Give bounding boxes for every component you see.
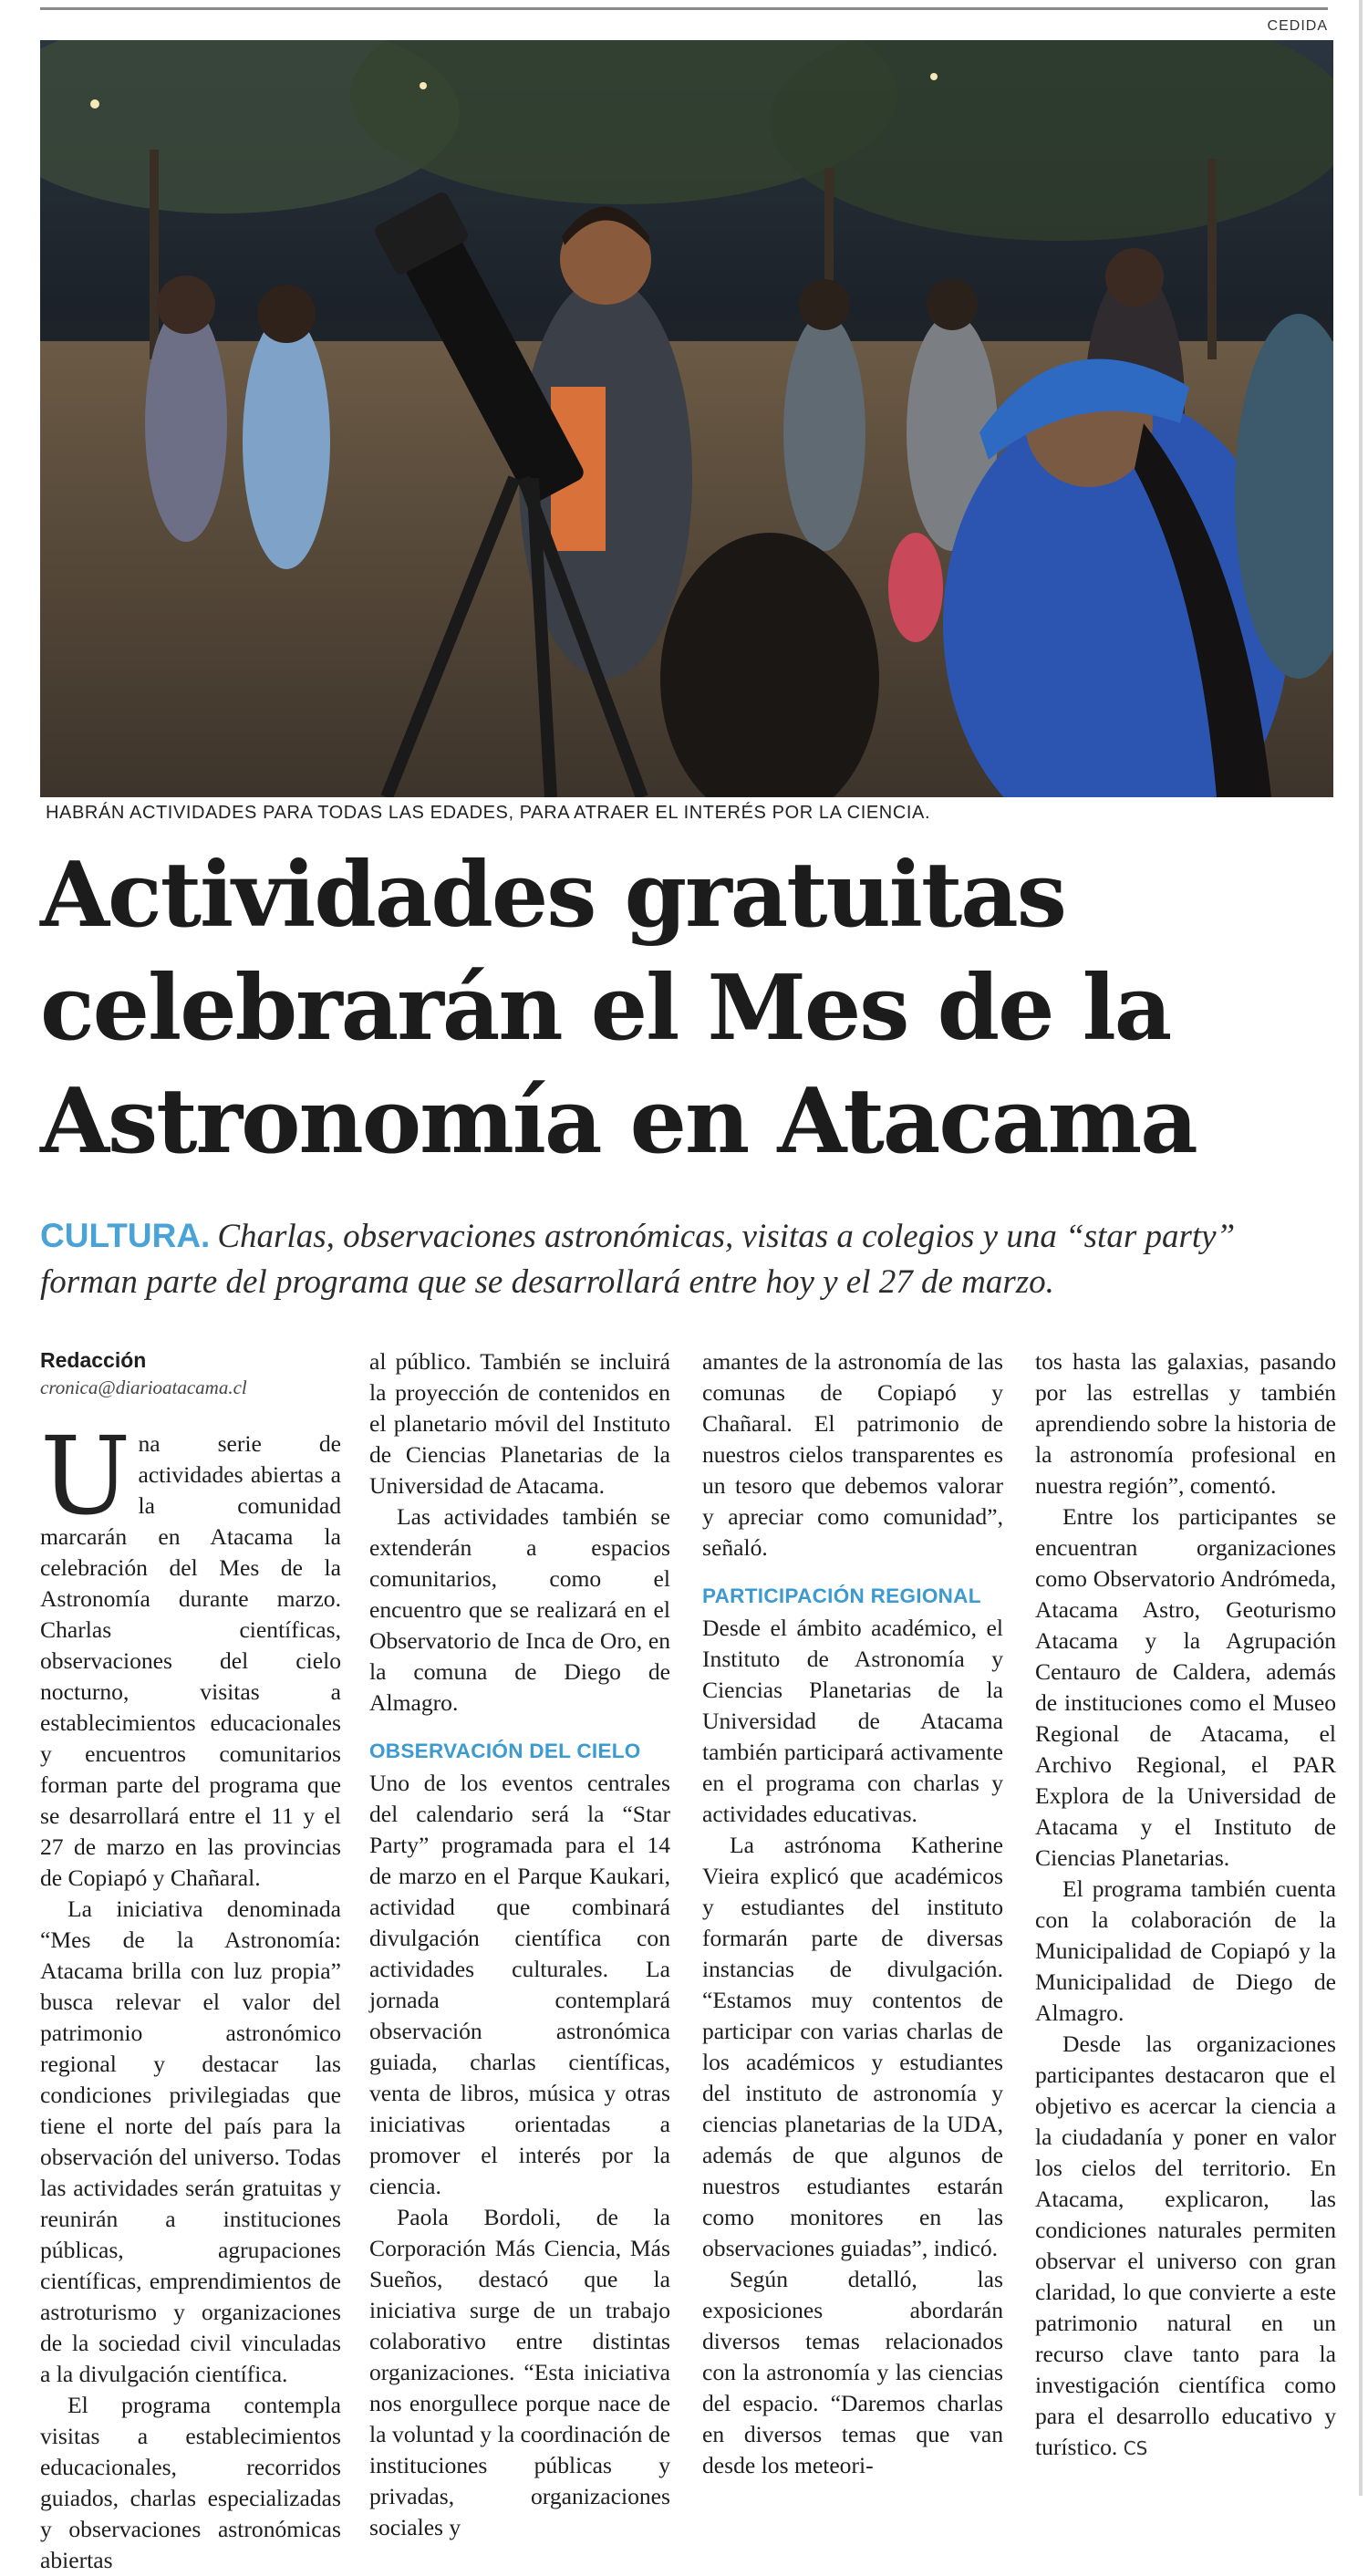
paragraph-6-cont: amantes de la astronomía de las comunas de Copiapó y Chañaral. El patrimonio de nuestros cielos transparentes es un tesoro que debemos valorar y apreciar como comunidad”, señaló. bbox=[702, 1348, 1003, 1561]
article-photo bbox=[40, 40, 1333, 797]
headline-line-2: celebrarán el Mes de la bbox=[40, 956, 1171, 1061]
article-column-1 bbox=[40, 1346, 341, 2576]
article-column-2 bbox=[369, 1346, 670, 2543]
lede-text: Charlas, observaciones astronómicas, visitas a colegios y una “star party” forman parte del programa que se desarrollará entre hoy y el 27 de marzo. bbox=[40, 1218, 1236, 1301]
paragraph-1-text: na serie de actividades abiertas a la comunidad marcarán en Atacama la celebración del Mes de la Astronomía durante marzo. Charlas científicas, observaciones del cielo nocturno, visitas a establecimientos educacionales y encuentros comunitarios forman parte del programa que se desarrollará entre el 11 y el 27 de marzo en las provincias de Copiapó y Chañaral. bbox=[40, 1430, 341, 1891]
page-edge-rule bbox=[1359, 0, 1363, 2496]
paragraph-3-start: El programa contempla visitas a establecimientos educacionales, recorridos guiados, charlas especializadas y observaciones astronómicas abiertas bbox=[40, 2392, 341, 2573]
byline-author: Redacción bbox=[40, 1348, 147, 1372]
subhead-participacion: PARTICIPACIÓN REGIONAL bbox=[702, 1584, 981, 1607]
headline-line-1: Actividades gratuitas bbox=[40, 843, 1065, 948]
photo-credit: CEDIDA bbox=[1267, 18, 1328, 34]
lede bbox=[40, 1213, 1335, 1305]
article-column-4 bbox=[1035, 1346, 1336, 2464]
paragraph-1 bbox=[40, 1413, 341, 1894]
paragraph-12 bbox=[1035, 2029, 1336, 2464]
photo-caption: HABRÁN ACTIVIDADES PARA TODAS LAS EDADES, PARA ATRAER EL INTERÉS POR LA CIENCIA. bbox=[46, 803, 931, 823]
end-mark: CS bbox=[1123, 2437, 1148, 2459]
headline-line-3: Astronomía en Atacama bbox=[40, 1069, 1197, 1174]
stargazing-photo-illustration bbox=[40, 40, 1333, 797]
headline bbox=[40, 839, 1335, 1179]
paragraph-6-start: Paola Bordoli, de la Corporación Más Ciencia, Más Sueños, destacó que la iniciativa surge de un trabajo colaborativo entre distintas organizaciones. “Esta iniciativa nos enorgullece porque nace de la voluntad y la coordinación de instituciones públicas y privadas, organizaciones sociales y bbox=[369, 2204, 670, 2540]
paragraph-4: Las actividades también se extenderán a espacios comunitarios, como el encuentro que se realizará en el Observatorio de Inca de Oro, en la comuna de Diego de Almagro. bbox=[369, 1503, 670, 1716]
paragraph-3-cont: al público. También se incluirá la proyección de contenidos en el planetario móvil del Instituto de Ciencias Planetarias de la Universidad de Atacama. bbox=[369, 1348, 670, 1499]
article-column-3 bbox=[702, 1346, 1003, 2481]
top-rule bbox=[40, 7, 1328, 10]
byline-email: cronica@diarioatacama.cl bbox=[40, 1376, 247, 1398]
paragraph-12-text: Desde las organizaciones participantes destacaron que el objetivo es acercar la ciencia a la ciudadanía y poner en valor los cielos del territorio. En Atacama, explicaron, las condiciones naturales permiten observar el universo con gran claridad, lo que convierte a este patrimonio natural en un recurso clave tanto para la investigación científica como para el desarrollo educativo y turístico. bbox=[1035, 2031, 1336, 2460]
paragraph-2: La iniciativa denominada “Mes de la Astronomía: Atacama brilla con luz propia” busca relevar el valor del patrimonio astronómico regional y destacar las condiciones privilegiadas que tiene el norte del país para la observación del universo. Todas las actividades serán gratuitas y reunirán a instituciones públicas, agrupaciones científicas, emprendimientos de astroturismo y organizaciones de la sociedad civil vinculadas a la divulgación científica. bbox=[40, 1896, 341, 2387]
paragraph-9-cont: tos hasta las galaxias, pasando por las estrellas y también aprendiendo sobre la historia de la astronomía profesional en nuestra región”, comentó. bbox=[1035, 1348, 1336, 1499]
paragraph-5: Uno de los eventos centrales del calendario será la “Star Party” programada para el 14 de marzo en el Parque Kaukari, actividad que combinará divulgación científica con actividades culturales. La jornada contemplará observación astronómica guiada, charlas científicas, venta de libros, música y otras iniciativas orientadas a promover el interés por la ciencia. bbox=[369, 1770, 670, 2199]
paragraph-11: El programa también cuenta con la colaboración de la Municipalidad de Copiapó y la Municipalidad de Diego de Almagro. bbox=[1035, 1875, 1336, 2026]
paragraph-10: Entre los participantes se encuentran organizaciones como Observatorio Andrómeda, Atacama Astro, Geoturismo Atacama y la Agrupación Centauro de Caldera, además de instituciones como el Museo Regional de Atacama, el Archivo Regional, el PAR Explora de la Universidad de Atacama y el Instituto de Ciencias Planetarias. bbox=[1035, 1503, 1336, 1871]
paragraph-8: La astrónoma Katherine Vieira explicó que académicos y estudiantes del instituto formarán parte de diversas instancias de divulgación. “Estamos muy contentos de participar con varias charlas de los académicos y estudiantes del instituto de astronomía y ciencias planetarias de la UDA, además de que algunos de nuestros estudiantes estarán como monitores en las observaciones guiadas”, indicó. bbox=[702, 1832, 1003, 2261]
paragraph-9-start: Según detalló, las exposiciones abordarán diversos temas relacionados con la astronomía y las ciencias del espacio. “Daremos charlas en diversos temas que van desde los meteori- bbox=[702, 2266, 1003, 2478]
drop-cap: U bbox=[40, 1413, 131, 1539]
section-kicker: CULTURA. bbox=[40, 1217, 211, 1254]
subhead-observacion: OBSERVACIÓN DEL CIELO bbox=[369, 1740, 641, 1762]
paragraph-7: Desde el ámbito académico, el Instituto de Astronomía y Ciencias Planetarias de la Universidad de Atacama también participará activamente en el programa con charlas y actividades educativas. bbox=[702, 1615, 1003, 1827]
